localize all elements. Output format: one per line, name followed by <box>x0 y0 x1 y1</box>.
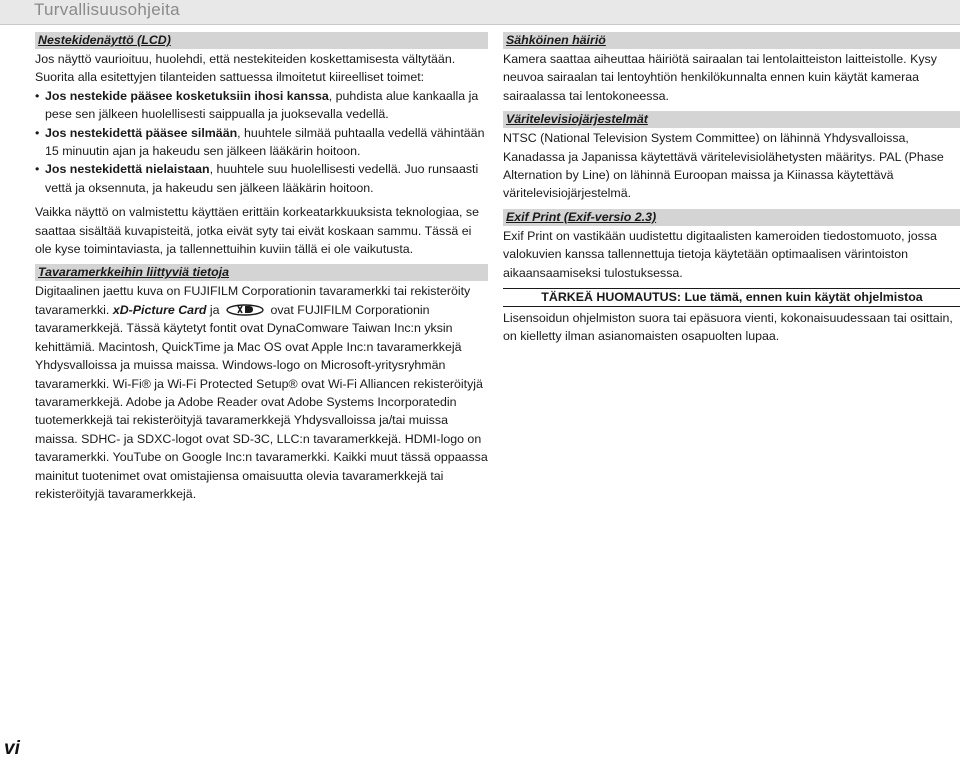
left-column <box>35 32 488 503</box>
page-header <box>0 0 960 25</box>
interference-text: Kamera saattaa aiheuttaa häiriötä sairaalan tai lentolaitteiston laitteistolle. Kysy neuvoa sairaalan tai lentoyhtiön henkilökunnalta ennen kuin käytät kameraa sairaalassa tai lentokoneessa. <box>503 52 937 103</box>
tv-heading: Väritelevisiojärjestelmät <box>503 111 960 128</box>
bullet-lead: Jos nestekidettä pääsee silmään <box>45 125 238 140</box>
tv-text: NTSC (National Television System Committee) on lähinnä Yhdysvalloissa, Kanadassa ja Japanissa käytettävä väritelevisiolähetysten määritys. PAL (Phase Alternation by Line) on lähinnä Euroopan maissa ja Kiinassa käytettävä väritelevisiojärjestelmä. <box>503 131 944 201</box>
spacer <box>503 282 960 286</box>
bullet-lead: Jos nestekidettä nielaistaan <box>45 162 210 177</box>
list-item <box>35 160 488 197</box>
important-notice-title: TÄRKEÄ HUOMAUTUS: Lue tämä, ennen kuin käytät ohjelmistoa <box>503 288 960 307</box>
list-item <box>35 87 488 124</box>
lcd-bullet-list <box>35 87 488 197</box>
trademarks-text-ja: ja <box>206 302 223 317</box>
trademarks-text <box>35 282 488 503</box>
lcd-heading: Nestekidenäyttö (LCD) <box>35 32 488 49</box>
page-title: Turvallisuusohjeita <box>34 0 180 19</box>
bullet-text: , puhdista alue kankaalla ja pese sen jälkeen huolellisesti saippualla ja juoksevalla vedellä. <box>45 88 479 122</box>
important-notice-text: Lisensoidun ohjelmiston suora tai epäsuora vienti, kokonaisuudessaan tai osittain, on kielletty ilman asianomaisten osapuolten lupaa. <box>503 311 953 344</box>
page-number: vi <box>4 738 20 759</box>
right-column <box>503 32 960 346</box>
lcd-intro: Jos näyttö vaurioituu, huolehdi, että nestekiteiden koskettamisesta vältytään. Suorita alla esitettyjen tilanteiden sattuessa ilmoitetut kiireelliset toimet: <box>35 52 456 85</box>
list-item <box>35 124 488 161</box>
xd-picture-card-logo-icon <box>225 303 265 316</box>
xd-picture-card-name: xD-Picture Card <box>112 302 207 317</box>
interference-heading: Sähköinen häiriö <box>503 32 960 49</box>
bullet-text: , huuhtele silmää puhtaalla vedellä vähintään 15 minuutin ajan ja hakeudu sen jälkeen lääkärin hoitoon. <box>45 125 485 159</box>
trademarks-heading: Tavaramerkkeihin liittyviä tietoja <box>35 264 488 281</box>
bullet-lead: Jos nestekide pääsee kosketuksiin ihosi kanssa <box>45 88 329 103</box>
exif-text: Exif Print on vastikään uudistettu digitaalisten kameroiden tiedostomuoto, jossa valokuvien kanssa tallennettuja tietoja käytetään optimaalisen värintoiston aikaansaamiseksi tulostuksessa. <box>503 228 937 280</box>
exif-heading: Exif Print (Exif-versio 2.3) <box>503 209 960 226</box>
lcd-note: Vaikka näyttö on valmistettu käyttäen erittäin korkeatarkkuuksista teknologiaa, se saattaa sisältää kuvapisteitä, jotka eivät syty tai eivät koskaan sammu. Tässä ei ole kyse toimintaviasta, ja tallennettuihin kuviin tällä ei ole vaikutusta. <box>35 205 479 257</box>
trademarks-text-before: Digitaalinen jaettu kuva on FUJIFILM Corporationin tavaramerkki tai rekisteröity tavaramerkki. <box>35 284 471 317</box>
bullet-text: , huuhtele suu huolellisesti vedellä. Juo runsaasti vettä ja oksennuta, ja hakeudu sen jälkeen lääkärin hoitoon. <box>45 162 479 195</box>
trademarks-text-after: ovat FUJIFILM Corporationin tavaramerkkejä. Tässä käytetyt fontit ovat DynaComware Taiwan Inc:n yksin kehittämiä. Macintosh, QuickTime ja Mac OS ovat Apple Inc:n tavaramerkkejä Yhdysvalloissa ja muissa maissa. Windows-logo on Microsoft-yritysryhmän tavaramerkki. Wi-Fi® ja Wi-Fi Protected Setup® ovat Wi-Fi Alliancen rekisteröityjä tavaramerkkejä. Adobe ja Adobe Reader ovat Adobe Systems Incorporatedin tuotemerkkejä tai rekisteröityjä tavaramerkkejä Yhdysvalloissa ja/tai muissa maissa. SDHC- ja SDXC-logot ovat SD-3C, LLC:n tavaramerkkejä. HDMI-logo on tavaramerkki. YouTube on Google Inc:n tavaramerkki. Kaikki muut tässä oppaassa mainitut tuotenimet ovat omistajiensa omaisuutta olevia tavaramerkkejä tai rekisteröityjä tavaramerkkejä. <box>35 302 488 501</box>
